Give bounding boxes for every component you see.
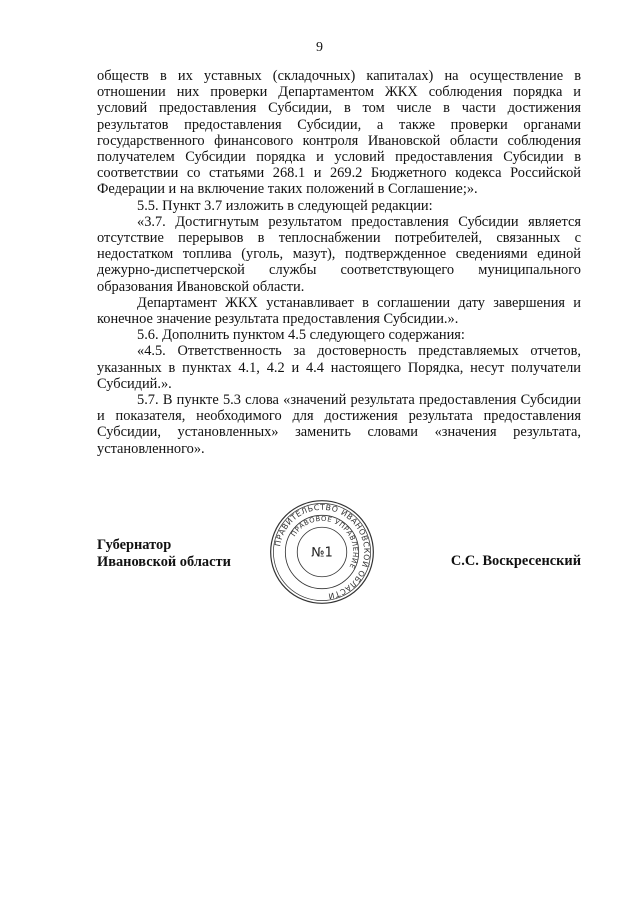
- seal-number: №1: [311, 545, 333, 561]
- paragraph-5-6: 5.6. Дополнить пунктом 4.5 следующего содержания:: [137, 327, 465, 344]
- paragraph-department: Департамент ЖКХ устанавливает в соглашении дату завершения и конечное значение результата предоставления Субсидии.».: [97, 294, 581, 328]
- signature-block: [97, 502, 581, 647]
- seal-inner-text: ПРАВОВОЕ УПРАВЛЕНИЕ: [289, 514, 360, 571]
- seal-outer-text: ПРАВИТЕЛЬСТВО ИВАНОВСКОЙ ОБЛАСТИ: [273, 502, 372, 601]
- page-number: 9: [316, 40, 323, 55]
- signatory-title: [97, 537, 231, 570]
- paragraph-continuation: обществ в их уставных (складочных) капиталах) на осуществление в отношении них проверки Департаментом ЖКХ соблюдения порядка и условий предоставления Субсидии, в том числе в части достижения результатов предоставления Субсидии, а также проверки органами государственного финансового контроля Ивановской области соблюдения получателем Субсидии порядка и условий предоставления Субсидии в соответствии со статьями 268.1 и 269.2 Бюджетного кодекса Российской Федерации и на включение таких положений в Соглашение;».: [97, 68, 581, 198]
- paragraph-5-7: 5.7. В пункте 5.3 слова «значений результата предоставления Субсидии и показателя, необходимого для достижения результата предоставления Субсидии, установленных» заменить словами «значения результата, установленного».: [97, 392, 581, 457]
- signatory-title-line2: Ивановской области: [97, 553, 231, 570]
- paragraph-4-5: «4.5. Ответственность за достоверность представляемых отчетов, указанных в пунктах 4.1, 4.2 и 4.4 настоящего Порядка, несут получатели Субсидий.».: [97, 343, 581, 392]
- signatory-name: С.С. Воскресенский: [450, 553, 581, 569]
- paragraph-3-7: «3.7. Достигнутым результатом предоставления Субсидии является отсутствие перерывов в теплоснабжении потребителей, связанных с недостатком топлива (уголь, мазут), подтвержденное сведениями единой дежурно-диспетчерской службы соответствующего муниципального образования Ивановской области.: [97, 213, 581, 295]
- signatory-title-line1: Губернатор: [97, 537, 172, 553]
- official-seal: [267, 497, 377, 607]
- document-body: [97, 68, 581, 457]
- paragraph-5-5: 5.5. Пункт 3.7 изложить в следующей редакции:: [137, 197, 433, 214]
